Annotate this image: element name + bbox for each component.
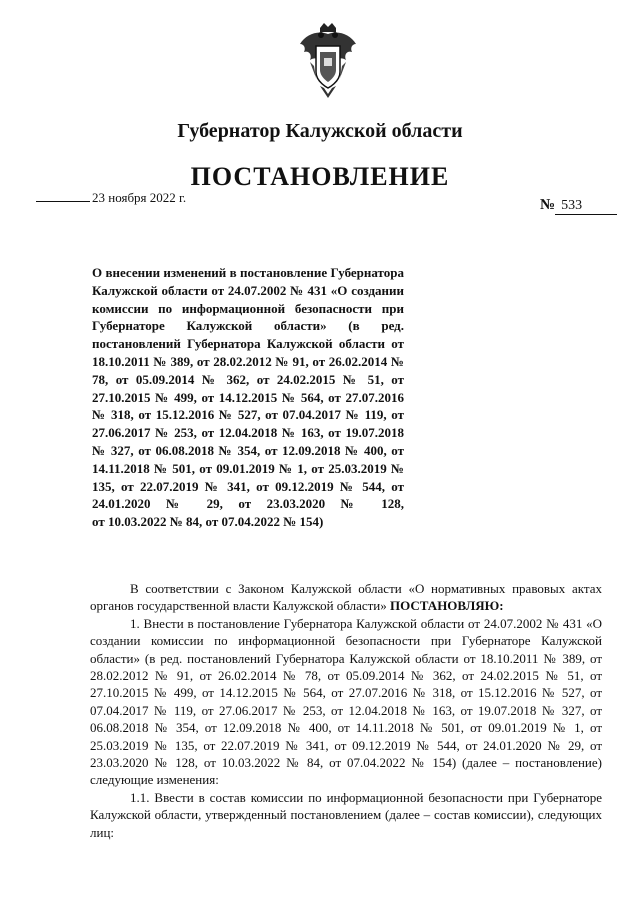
subject-last-line: от 10.03.2022 № 84, от 07.04.2022 № 154) — [92, 514, 324, 530]
item-1-paragraph: 1. Внести в постановление Губернатора Калужской области от 24.07.2002 № 431 «О создании комиссии по информационной безопасности при Губернаторе Калужской области» (в ред. постановлений Губернатора Калужской области от 18.10.2011 № 389, от 28.02.2012 № 91, от 26.02.2014 № 78, от 05.09.2014 № 362, от 24.02.2015 № 51, от 27.10.2015 № 499, от 14.12.2015 № 564, от 27.07.2016 № 318, от 15.12.2016 № 527, от 07.04.2017 № 119, от 27.06.2017 № 253, от 12.04.2018 № 163, от 19.07.2018 № 327, от 06.08.2018 № 354, от 12.09.2018 № 400, от 14.11.2018 № 501, от 09.01.2019 № 1, от 25.03.2019 № 135, от 22.07.2019 № 341, от 09.12.2019 № 544, от 24.01.2020 № 29, от 23.03.2020 № 128, от 10.03.2022 № 84, от 07.04.2022 № 154) (далее – постановление) следующие изменения: — [90, 615, 602, 788]
coat-of-arms-icon — [296, 22, 360, 102]
document-number — [540, 197, 617, 215]
number-label: № — [540, 197, 556, 213]
document-type-title: ПОСТАНОВЛЕНИЕ — [190, 162, 450, 191]
number-value: 533 — [555, 198, 617, 215]
date-underline — [36, 201, 90, 202]
document-body — [90, 580, 602, 841]
authority-heading: Губернатор Калужской области — [177, 120, 463, 142]
item-1-1-paragraph: 1.1. Ввести в состав комиссии по информационной безопасности при Губернаторе Калужской области, утвержденный постановлением (далее – состав комиссии), следующих лиц: — [90, 789, 602, 840]
document-date — [36, 190, 186, 206]
document-subject — [92, 264, 404, 531]
decree-word: ПОСТАНОВЛЯЮ: — [390, 598, 504, 614]
subject-text: О внесении изменений в постановление Губернатора Калужской области от 24.07.2002 № 431 «О создании комиссии по информационной безопасности при Губернаторе Калужской области» (в ред. постановлений Губернатора Калужской области от 18.10.2011 № 389, от 28.02.2012 № 91, от 26.02.2014 № 78, от 05.09.2014 № 362, от 24.02.2015 № 51, от 27.10.2015 № 499, от 14.12.2015 № 564, от 27.07.2016 № 318, от 15.12.2016 № 527, от 07.04.2017 № 119, от 27.06.2017 № 253, от 12.04.2018 № 163, от 19.07.2018 № 327, от 06.08.2018 № 354, от 12.09.2018 № 400, от 14.11.2018 № 501, от 09.01.2019 № 1, от 25.03.2019 № 135, от 22.07.2019 № 341, от 09.12.2019 № 544, от 24.01.2020 № 29, от 23.03.2020 № 128, — [92, 265, 404, 512]
date-text: 23 ноября 2022 г. — [92, 190, 187, 205]
preamble-paragraph — [90, 580, 602, 615]
preamble-text: В соответствии с Законом Калужской области «О нормативных правовых актах органов государственной власти Калужской области» — [90, 581, 602, 614]
